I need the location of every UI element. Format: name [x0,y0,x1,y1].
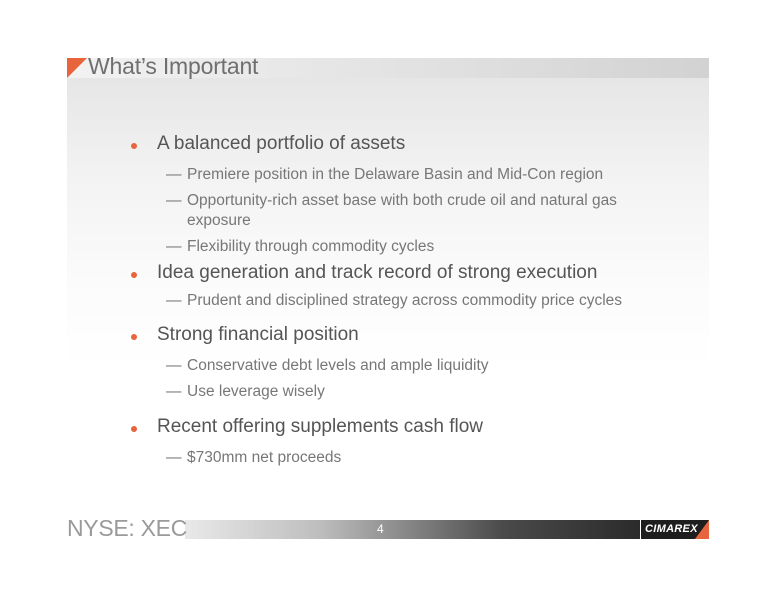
company-logo [641,520,709,539]
bullet-4-text: Recent offering supplements cash flow [157,416,483,437]
dash-icon: — [166,357,182,374]
footer-ticker: NYSE: XEC [67,515,188,541]
dash-icon: — [166,192,182,209]
sub-item-1-2-cont: exposure [187,212,251,229]
sub-item-4-1: $730mm net proceeds [187,449,342,466]
bullet-icon [131,426,137,432]
logo-accent-icon [695,520,709,539]
logo-text: CIMAREX [645,523,698,535]
sub-item-1-1: Premiere position in the Delaware Basin and Mid-Con region [187,166,604,183]
bullet-icon [131,143,137,149]
footer-gradient-bar [185,520,640,539]
dash-icon: — [166,292,182,309]
sub-item-1-3: Flexibility through commodity cycles [187,238,435,255]
dash-icon: — [166,238,182,255]
dash-icon: — [166,383,182,400]
sub-item-3-1: Conservative debt levels and ample liquidity [187,357,489,374]
bullet-3-text: Strong financial position [157,324,359,345]
page-number: 4 [377,522,384,536]
sub-item-3-2: Use leverage wisely [187,383,325,400]
bullet-2-text: Idea generation and track record of strong execution [157,262,598,283]
bullet-icon [131,272,137,278]
dash-icon: — [166,449,182,466]
sub-item-1-2: Opportunity-rich asset base with both crude oil and natural gas [187,192,617,209]
slide-title: What’s Important [88,53,259,79]
dash-icon: — [166,166,182,183]
sub-item-2-1: Prudent and disciplined strategy across commodity price cycles [187,292,623,309]
bullet-icon [131,334,137,340]
bullet-1-text: A balanced portfolio of assets [157,133,406,154]
